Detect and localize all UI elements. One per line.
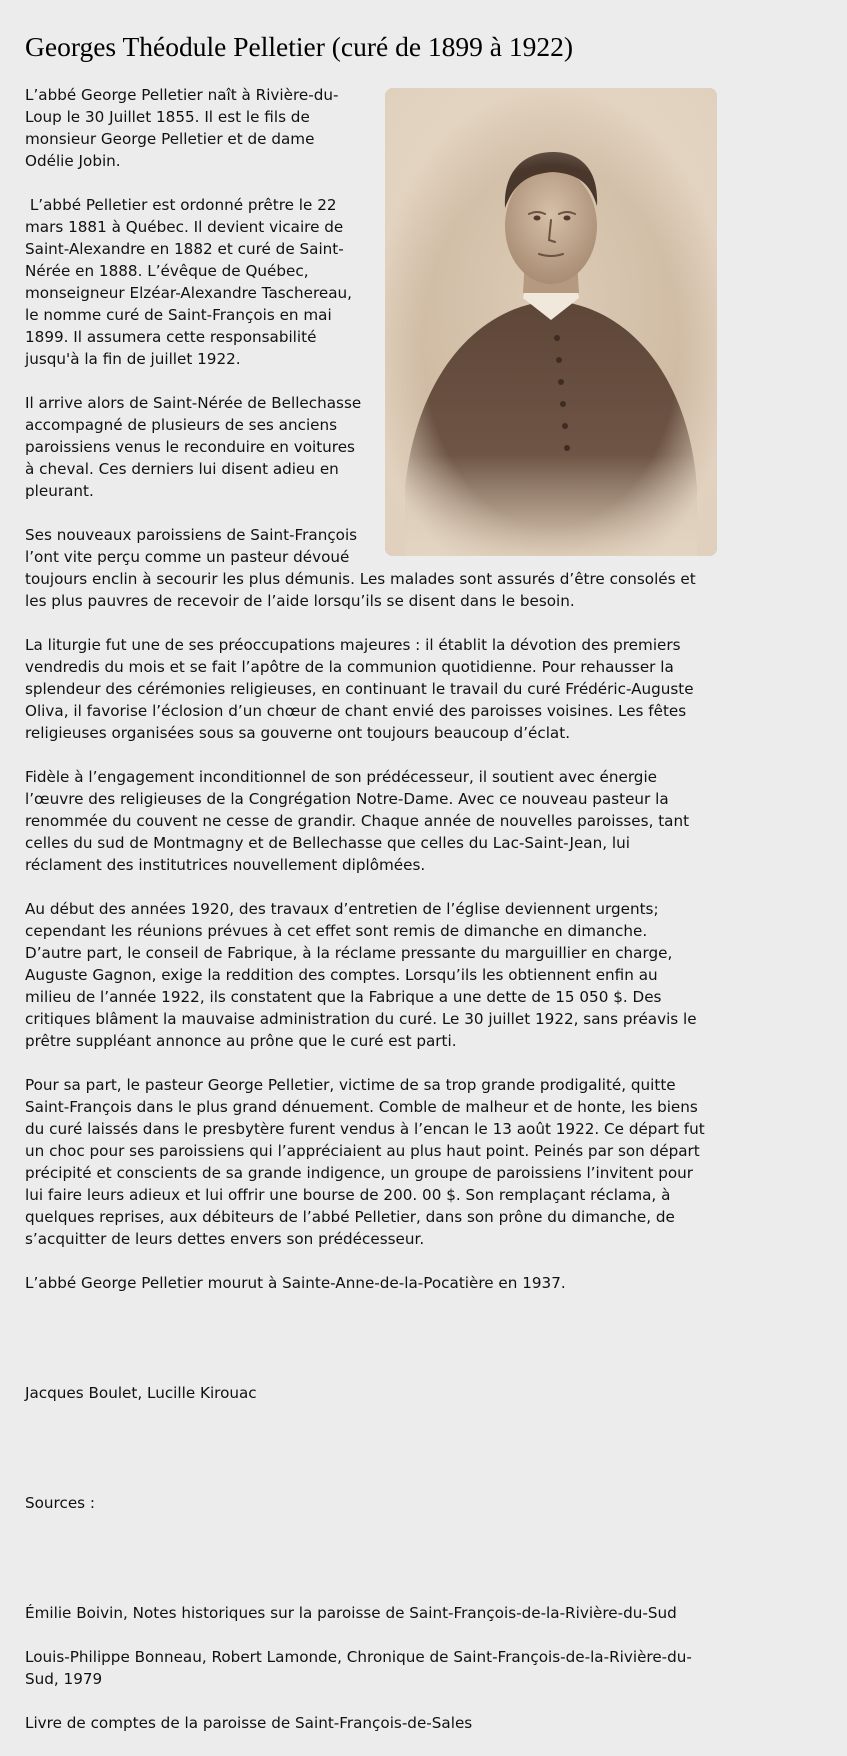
paragraph-church-works: Au début des années 1920, des travaux d’entretien de l’église deviennent urgents; cependant les réunions prévues à cet effet sont remis de dimanche en dimanche. D’autre part, le conseil de Fabrique, à la réclame pressante du marguillier en charge, Auguste Gagnon, exige la reddition des comptes. Lorsqu’ils les obtiennent enfin au milieu de l’année 1922, ils constatent que la Fabrique a une dette de 15 050 $. Des critiques blâment la mauvaise administration du curé. Le 30 juillet 1922, sans préavis le prêtre suppléant annonce au prône que le curé est parti. bbox=[25, 900, 697, 1050]
paragraph-arrival: Il arrive alors de Saint-Nérée de Bellechasse accompagné de plusieurs de ses anciens paroissiens venus le reconduire en voitures à cheval. Ces derniers lui disent adieu en pleurant. bbox=[25, 394, 362, 500]
paragraph-liturgy: La liturgie fut une de ses préoccupations majeures : il établit la dévotion des premiers vendredis du mois et se fait l’apôtre de la communion quotidienne. Pour rehausser la splendeur des cérémonies religieuses, en continuant le travail du curé Frédéric-Auguste Oliva, il favorise l’éclosion d’un chœur de chant envié des paroisses voisines. Les fêtes religieuses organisées sous sa gouverne ont toujours beaucoup d’éclat. bbox=[25, 636, 694, 742]
spacer bbox=[25, 1426, 705, 1492]
article bbox=[25, 30, 705, 1756]
paragraph-ordination: L’abbé Pelletier est ordonné prêtre le 22 mars 1881 à Québec. Il devient vicaire de Saint-Alexandre en 1882 et curé de Saint-Nérée en 1888. L’évêque de Québec, monseigneur Elzéar-Alexandre Taschereau, le nomme curé de Saint-François en mai 1899. Il assumera cette responsabilité jusqu'à la fin de juillet 1922. bbox=[25, 196, 352, 368]
sources-label: Sources : bbox=[25, 1494, 96, 1512]
sources-list bbox=[25, 1602, 705, 1734]
paragraph-death: L’abbé George Pelletier mourut à Sainte-Anne-de-la-Pocatière en 1937. bbox=[25, 1274, 566, 1292]
priest-portrait-image bbox=[385, 88, 717, 556]
spacer bbox=[25, 1536, 705, 1602]
paragraph-new-parishioners: Ses nouveaux paroissiens de Saint-François l’ont vite perçu comme un pasteur dévoué toujours enclin à secourir les plus démunis. Les malades sont assurés d’être consolés et les plus pauvres de recevoir de l’aide lorsqu’ils se disent dans le besoin. bbox=[25, 526, 696, 610]
source-item: Louis-Philippe Bonneau, Robert Lamonde, Chronique de Saint-François-de-la-Rivière-du-Sud, 1979 bbox=[25, 1648, 692, 1688]
page-title: Georges Théodule Pelletier (curé de 1899 à 1922) bbox=[25, 31, 574, 62]
portrait-photo bbox=[385, 88, 717, 556]
source-item: Livre de comptes de la paroisse de Saint-François-de-Sales bbox=[25, 1714, 473, 1732]
paragraph-birth: L’abbé George Pelletier naît à Rivière-du-Loup le 30 Juillet 1855. Il est le fils de monsieur George Pelletier et de dame Odélie Jobin. bbox=[25, 86, 339, 170]
paragraph-departure: Pour sa part, le pasteur George Pelletier, victime de sa trop grande prodigalité, quitte Saint-François dans le plus grand dénuement. Comble de malheur et de honte, les biens du curé laissés dans le presbytère furent vendus à l’encan le 13 août 1922. Ce départ fut un choc pour ses paroissiens qui l’appréciaient au plus haut point. Peinés par son départ précipité et conscients de sa grande indigence, un groupe de paroissiens l’invitent pour lui faire leurs adieux et lui offrir une bourse de 200. 00 $. Son remplaçant réclama, à quelques reprises, aux débiteurs de l’abbé Pelletier, dans son prône du dimanche, de s’acquitter de leurs dettes envers son prédécesseur. bbox=[25, 1076, 705, 1248]
paragraph-congregation: Fidèle à l’engagement inconditionnel de son prédécesseur, il soutient avec énergie l’œuvre des religieuses de la Congrégation Notre-Dame. Avec ce nouveau pasteur la renommée du couvent ne cesse de grandir. Chaque année de nouvelles paroisses, tant celles du sud de Montmagny et de Bellechasse que celles du Lac-Saint-Jean, lui réclament des institutrices nouvellement diplômées. bbox=[25, 768, 690, 874]
spacer bbox=[25, 1316, 705, 1382]
authors: Jacques Boulet, Lucille Kirouac bbox=[25, 1384, 257, 1402]
source-item: Émilie Boivin, Notes historiques sur la paroisse de Saint-François-de-la-Rivière-du-Sud bbox=[25, 1604, 677, 1622]
